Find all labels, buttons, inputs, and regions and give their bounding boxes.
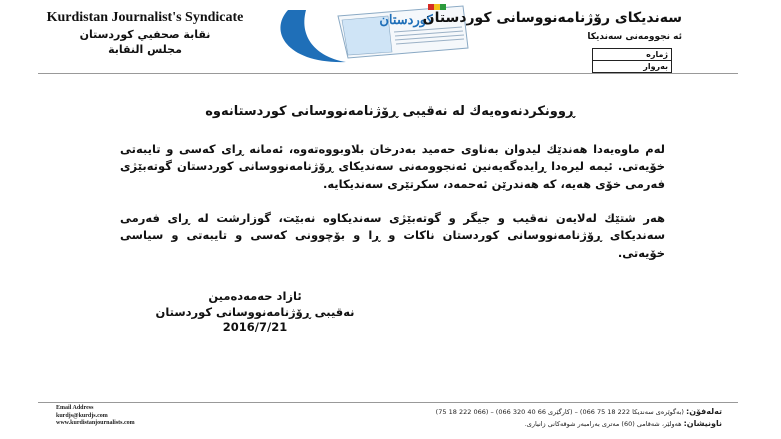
syndicate-name-kurdish: سەندیکای رۆژنامەنووسانی كوردستان <box>422 10 682 26</box>
footer-address-label: ناونیشان: <box>683 419 722 428</box>
header-right <box>422 10 682 42</box>
syndicate-name-english: Kurdistan Journalist's Syndicate <box>46 10 244 25</box>
footer-address <box>410 406 722 430</box>
signature-date: 2016/7/21 <box>222 320 288 334</box>
signatory-name: ئازاد حەمەدەمین <box>208 289 302 303</box>
reference-number-label: ژمارە <box>593 49 671 61</box>
footer-email: kurdjs@kurdjs.com <box>56 412 108 419</box>
header-divider <box>38 73 738 74</box>
signatory-role: نەقیبی ڕۆژنامەنووسانی کوردستان <box>155 304 355 319</box>
logo-text: كوردستان <box>379 13 433 28</box>
statement-title: ڕوونکردنەوەیەك لە نەقیبی ڕۆژنامەنووسانی کوردستانەوە <box>205 104 575 119</box>
statement-paragraph-2: هەر شتێك لەلایەن نەقیب و جیگر و گوتەبێژی سەندیکاوە نەبێت، گوزارشت لە ڕای فەرمی سەندیکای ڕۆژنامەنووسانی کوردستان ناکات و ڕا و بۆچوونی کەسی و تایبەتی و سیاسی خۆیەتی. <box>120 211 665 260</box>
reference-box <box>592 48 672 73</box>
footer-address-line <box>410 418 722 430</box>
footer-contact <box>56 405 135 428</box>
footer-phone-label: تەلەفۆن: <box>686 407 722 416</box>
syndicate-name-arabic: نقابة صحفيي كوردستان <box>79 28 211 41</box>
footer-website: www.kurdistanjournalists.com <box>56 420 135 426</box>
council-name-kurdish: ئە نجوومەنی سەندیكا <box>587 32 682 42</box>
footer-divider <box>38 402 738 403</box>
footer-phone: (بەگوێرەی سەندیکا 222 18 75 066) – (کارگێری 66 40 320 066) – (066 222 18 75) <box>435 408 684 416</box>
header-left <box>30 10 260 56</box>
statement-paragraph-1: لەم ماوەیەدا هەندێك لیدوان بەناوی حەمید بەدرخان بلاوبووەتەوە، ئەمانە ڕای کەسی و تایبەتی خۆیەتی. ئیمە لیرەدا ڕایدەگەیەنین ئەنجوومەنی سەندیکای ڕۆژنامەنووسانی کوردستان گوتەبێژی فەرمی خۆی هەیە، کە هەندرێن ئەحمەد، سکرتێری سەندیکایە. <box>120 142 665 191</box>
footer-phone-line <box>410 406 722 418</box>
signature-block <box>150 289 360 336</box>
reference-date-label: بەروار <box>643 62 668 71</box>
footer-address-text: هەولێر، شەقامی (60) مەتری بەرامبەر شوقەکانی زانیاری. <box>524 420 682 428</box>
logo-swoosh <box>280 10 346 62</box>
council-name-arabic: مجلس النقابة <box>108 43 182 56</box>
footer-email-label: Email Address <box>56 405 94 411</box>
